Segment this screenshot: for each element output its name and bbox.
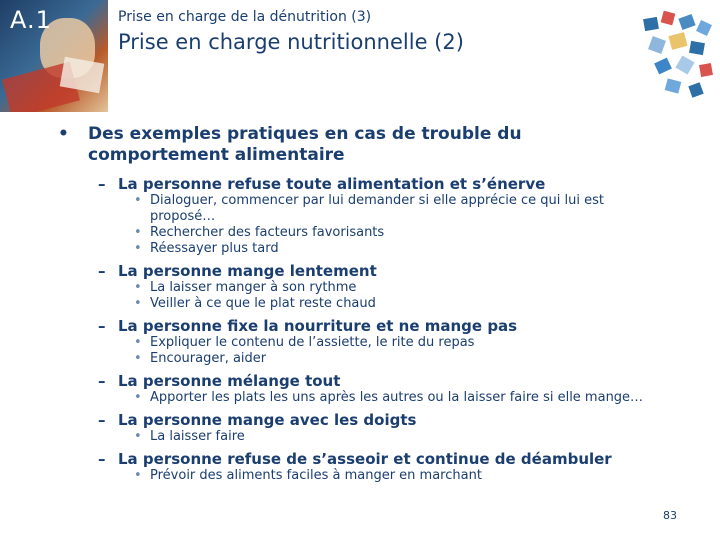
case-item-text: Expliquer le contenu de l’assiette, le rite du repas xyxy=(150,335,475,350)
case-item-text: Encourager, aider xyxy=(150,351,267,366)
case-label: La personne mange avec les doigts xyxy=(118,411,417,429)
case-heading xyxy=(98,372,708,390)
case-heading xyxy=(98,262,708,280)
case-item xyxy=(134,390,708,406)
sub-bullet-mark: • xyxy=(134,351,142,366)
sub-bullet-mark: • xyxy=(134,225,142,240)
bullet-mark: • xyxy=(58,124,69,144)
sub-bullet-mark: • xyxy=(134,280,142,295)
case-item-text: Prévoir des aliments faciles à manger en marchant xyxy=(150,468,482,483)
case-item xyxy=(134,193,708,225)
case-item xyxy=(134,296,708,312)
case-heading xyxy=(98,317,708,335)
case-item-text: Apporter les plats les uns après les autres ou la laisser faire si elle mange… xyxy=(150,390,644,405)
dash-mark: – xyxy=(98,175,106,193)
case-heading xyxy=(98,175,708,193)
header-photo xyxy=(0,0,108,112)
case-label: La personne mélange tout xyxy=(118,372,341,390)
slide-kicker: Prise en charge de la dénutrition (3) xyxy=(118,9,372,25)
main-bullet-text: Des exemples pratiques en cas de trouble du comportement alimentaire xyxy=(88,124,522,165)
case-item-text: Réessayer plus tard xyxy=(150,241,279,256)
case-item xyxy=(134,335,708,351)
case-label: La personne refuse de s’asseoir et continue de déambuler xyxy=(118,450,612,468)
case-item xyxy=(134,351,708,367)
main-bullet xyxy=(58,124,708,166)
page-number: 83 xyxy=(663,509,677,522)
case-item xyxy=(134,280,708,296)
case-label: La personne mange lentement xyxy=(118,262,377,280)
case-heading xyxy=(98,411,708,429)
sub-bullet-mark: • xyxy=(134,193,142,208)
case-label: La personne refuse toute alimentation et s’énerve xyxy=(118,175,546,193)
case-item-text: La laisser manger à son rythme xyxy=(150,280,357,295)
dash-mark: – xyxy=(98,411,106,429)
slide-content xyxy=(58,124,708,484)
case-item xyxy=(134,241,708,257)
case-item-text: Dialoguer, commencer par lui demander si elle apprécie ce qui lui est proposé… xyxy=(150,193,604,224)
case-item-text: La laisser faire xyxy=(150,429,245,444)
sub-bullet-mark: • xyxy=(134,296,142,311)
dash-mark: – xyxy=(98,317,106,335)
case-item xyxy=(134,429,708,445)
dash-mark: – xyxy=(98,372,106,390)
dash-mark: – xyxy=(98,262,106,280)
case-item-text: Veiller à ce que le plat reste chaud xyxy=(150,296,376,311)
section-badge: A.1 xyxy=(10,6,52,34)
slide-title: Prise en charge nutritionnelle (2) xyxy=(118,30,464,54)
case-item xyxy=(134,225,708,241)
case-heading xyxy=(98,450,708,468)
dash-mark: – xyxy=(98,450,106,468)
case-item xyxy=(134,468,708,484)
puzzle-decoration-icon xyxy=(640,8,720,108)
sub-bullet-mark: • xyxy=(134,241,142,256)
case-label: La personne fixe la nourriture et ne mange pas xyxy=(118,317,518,335)
sub-bullet-mark: • xyxy=(134,335,142,350)
sub-bullet-mark: • xyxy=(134,390,142,405)
case-item-text: Rechercher des facteurs favorisants xyxy=(150,225,385,240)
sub-bullet-mark: • xyxy=(134,429,142,444)
sub-bullet-mark: • xyxy=(134,468,142,483)
